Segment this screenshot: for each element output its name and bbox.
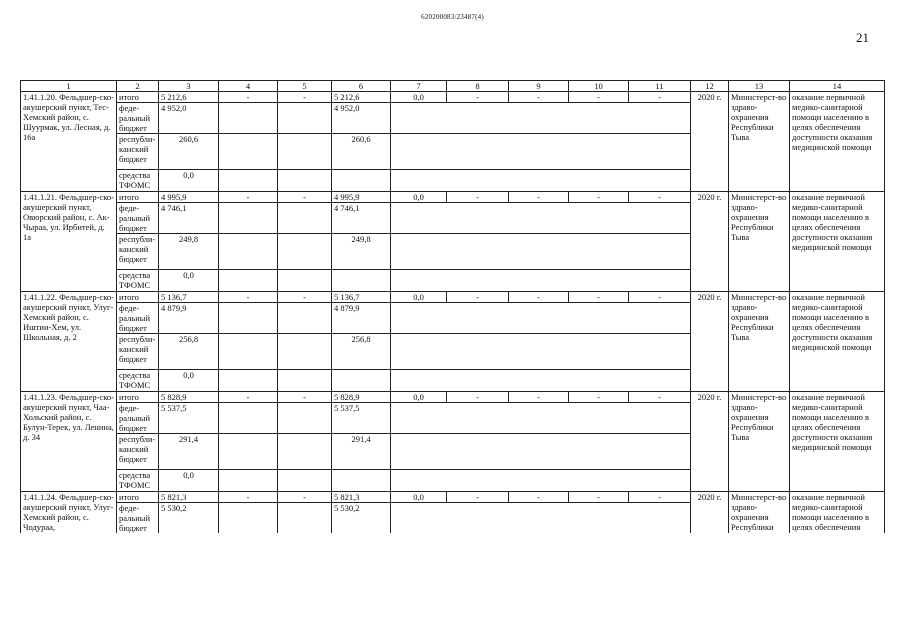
empty-cell	[278, 134, 332, 170]
value-col4: -	[219, 492, 278, 503]
purpose: оказание первичной медико-санитарной помощи населению в целях обеспечения доступности оказания медицинской помощи	[790, 392, 885, 492]
column-number: 1	[21, 81, 117, 92]
empty-cell	[278, 170, 332, 192]
source-label: феде-ральный бюджет	[117, 303, 159, 334]
value-col7: 0,0	[391, 392, 447, 403]
value-col4: -	[219, 192, 278, 203]
source-label: итого	[117, 292, 159, 303]
empty-cell	[332, 370, 391, 392]
column-number: 12	[691, 81, 729, 92]
value-col10: -	[569, 392, 629, 403]
source-label: итого	[117, 392, 159, 403]
source-label: феде-ральный бюджет	[117, 203, 159, 234]
source-label: итого	[117, 192, 159, 203]
column-number: 14	[790, 81, 885, 92]
republic-col6: 291,4	[332, 434, 391, 470]
document-id: 620200083/23487(4)	[421, 13, 484, 21]
total-value: 4 995,9	[159, 192, 219, 203]
federal-col6: 5 530,2	[332, 503, 391, 534]
year: 2020 г.	[691, 392, 729, 492]
value-col4: -	[219, 392, 278, 403]
object-name: 1.41.1.23. Фельдшер-ско-акушерский пункт, Чаа-Хольский район, с. Булун-Терек, ул. Ленина, д. 34	[21, 392, 117, 492]
empty-cell	[391, 334, 691, 370]
column-number: 9	[509, 81, 569, 92]
value-col11: -	[629, 392, 691, 403]
empty-cell	[278, 203, 332, 234]
empty-cell	[219, 434, 278, 470]
republic-col6: 256,8	[332, 334, 391, 370]
republic-value: 249,8	[159, 234, 219, 270]
column-number: 7	[391, 81, 447, 92]
year: 2020 г.	[691, 192, 729, 292]
empty-cell	[278, 503, 332, 534]
empty-cell	[278, 434, 332, 470]
column-number: 8	[447, 81, 509, 92]
value-col8: -	[447, 292, 509, 303]
value-col6: 4 995,9	[332, 192, 391, 203]
empty-cell	[391, 370, 691, 392]
value-col9: -	[509, 492, 569, 503]
purpose: оказание первичной медико-санитарной помощи населению в целях обеспечения	[790, 492, 885, 534]
object-name: 1.41.1.21. Фельдшер-ско-акушерский пункт, Овюрский район, с. Ак-Чыраа, ул. Ирбитей, д. 1а	[21, 192, 117, 292]
empty-cell	[219, 303, 278, 334]
tfoms-value: 0,0	[159, 270, 219, 292]
value-col5: -	[278, 292, 332, 303]
year: 2020 г.	[691, 292, 729, 392]
agency: Министерст-во здраво-охранения Республики Тыва	[729, 292, 790, 392]
source-label: республи-канский бюджет	[117, 134, 159, 170]
agency: Министерст-во здраво-охранения Республики	[729, 492, 790, 534]
source-label: республи-канский бюджет	[117, 434, 159, 470]
value-col6: 5 821,3	[332, 492, 391, 503]
source-label: феде-ральный бюджет	[117, 503, 159, 534]
empty-cell	[219, 103, 278, 134]
value-col6: 5 828,9	[332, 392, 391, 403]
value-col10: -	[569, 492, 629, 503]
source-label: феде-ральный бюджет	[117, 403, 159, 434]
empty-cell	[278, 103, 332, 134]
value-col11: -	[629, 192, 691, 203]
value-col4: -	[219, 92, 278, 103]
value-col8: -	[447, 392, 509, 403]
value-col10: -	[569, 192, 629, 203]
empty-cell	[391, 134, 691, 170]
empty-cell	[278, 470, 332, 492]
year: 2020 г.	[691, 492, 729, 534]
purpose: оказание первичной медико-санитарной помощи населению в целях обеспечения доступности оказания медицинской помощи	[790, 292, 885, 392]
value-col5: -	[278, 492, 332, 503]
tfoms-value: 0,0	[159, 370, 219, 392]
column-number: 13	[729, 81, 790, 92]
federal-value: 5 537,5	[159, 403, 219, 434]
value-col6: 5 212,6	[332, 92, 391, 103]
source-label: средства ТФОМС	[117, 170, 159, 192]
federal-col6: 4 879,9	[332, 303, 391, 334]
empty-cell	[391, 270, 691, 292]
value-col10: -	[569, 92, 629, 103]
total-value: 5 821,3	[159, 492, 219, 503]
empty-cell	[278, 303, 332, 334]
value-col9: -	[509, 292, 569, 303]
federal-value: 4 952,0	[159, 103, 219, 134]
republic-col6: 249,8	[332, 234, 391, 270]
value-col4: -	[219, 292, 278, 303]
federal-col6: 4 952,0	[332, 103, 391, 134]
empty-cell	[332, 270, 391, 292]
table-row	[21, 292, 885, 303]
budget-table	[20, 80, 885, 533]
empty-cell	[219, 370, 278, 392]
federal-value: 5 530,2	[159, 503, 219, 534]
empty-cell	[219, 403, 278, 434]
value-col9: -	[509, 92, 569, 103]
column-number: 5	[278, 81, 332, 92]
total-value: 5 136,7	[159, 292, 219, 303]
total-value: 5 828,9	[159, 392, 219, 403]
empty-cell	[219, 334, 278, 370]
value-col11: -	[629, 92, 691, 103]
value-col7: 0,0	[391, 192, 447, 203]
object-name: 1.41.1.24. Фельдшер-ско-акушерский пункт, Улуг-Хемский район, с. Чодураа,	[21, 492, 117, 534]
object-name: 1.41.1.20. Фельдшер-ско-акушерский пункт, Тес-Хемский район, с. Шуурмак, ул. Лесная, д. 16а	[21, 92, 117, 192]
value-col7: 0,0	[391, 492, 447, 503]
republic-value: 260,6	[159, 134, 219, 170]
empty-cell	[391, 234, 691, 270]
federal-col6: 5 537,5	[332, 403, 391, 434]
empty-cell	[278, 334, 332, 370]
empty-cell	[391, 434, 691, 470]
column-number: 6	[332, 81, 391, 92]
year: 2020 г.	[691, 92, 729, 192]
federal-value: 4 746,1	[159, 203, 219, 234]
agency: Министерст-во здраво-охранения Республики Тыва	[729, 192, 790, 292]
empty-cell	[391, 403, 691, 434]
empty-cell	[278, 370, 332, 392]
total-value: 5 212,6	[159, 92, 219, 103]
value-col11: -	[629, 292, 691, 303]
value-col8: -	[447, 92, 509, 103]
empty-cell	[219, 134, 278, 170]
federal-value: 4 879,9	[159, 303, 219, 334]
empty-cell	[278, 234, 332, 270]
tfoms-value: 0,0	[159, 170, 219, 192]
value-col8: -	[447, 192, 509, 203]
federal-col6: 4 746,1	[332, 203, 391, 234]
value-col7: 0,0	[391, 92, 447, 103]
value-col9: -	[509, 392, 569, 403]
empty-cell	[391, 503, 691, 534]
agency: Министерст-во здраво-охранения Республики Тыва	[729, 92, 790, 192]
table-row	[21, 492, 885, 503]
republic-value: 256,8	[159, 334, 219, 370]
tfoms-value: 0,0	[159, 470, 219, 492]
value-col5: -	[278, 192, 332, 203]
table-row	[21, 192, 885, 203]
empty-cell	[391, 203, 691, 234]
table-row	[21, 392, 885, 403]
source-label: средства ТФОМС	[117, 470, 159, 492]
value-col10: -	[569, 292, 629, 303]
agency: Министерст-во здраво-охранения Республики Тыва	[729, 392, 790, 492]
source-label: итого	[117, 492, 159, 503]
page-number: 21	[856, 30, 869, 45]
column-number: 3	[159, 81, 219, 92]
empty-cell	[332, 470, 391, 492]
empty-cell	[219, 203, 278, 234]
empty-cell	[219, 270, 278, 292]
empty-cell	[219, 503, 278, 534]
value-col8: -	[447, 492, 509, 503]
empty-cell	[391, 103, 691, 134]
column-number: 11	[629, 81, 691, 92]
source-label: республи-канский бюджет	[117, 234, 159, 270]
empty-cell	[391, 470, 691, 492]
source-label: средства ТФОМС	[117, 270, 159, 292]
purpose: оказание первичной медико-санитарной помощи населению в целях обеспечения доступности оказания медицинской помощи	[790, 192, 885, 292]
republic-value: 291,4	[159, 434, 219, 470]
column-number: 4	[219, 81, 278, 92]
empty-cell	[278, 403, 332, 434]
empty-cell	[219, 234, 278, 270]
value-col9: -	[509, 192, 569, 203]
republic-col6: 260,6	[332, 134, 391, 170]
empty-cell	[219, 170, 278, 192]
source-label: итого	[117, 92, 159, 103]
value-col5: -	[278, 392, 332, 403]
source-label: средства ТФОМС	[117, 370, 159, 392]
table-row	[21, 92, 885, 103]
source-label: феде-ральный бюджет	[117, 103, 159, 134]
value-col11: -	[629, 492, 691, 503]
empty-cell	[391, 303, 691, 334]
purpose: оказание первичной медико-санитарной помощи населению в целях обеспечения доступности оказания медицинской помощи	[790, 92, 885, 192]
source-label: республи-канский бюджет	[117, 334, 159, 370]
value-col5: -	[278, 92, 332, 103]
empty-cell	[219, 470, 278, 492]
object-name: 1.41.1.22. Фельдшер-ско-акушерский пункт, Улуг-Хемский район, с. Иштии-Хем, ул. Школьная, д. 2	[21, 292, 117, 392]
empty-cell	[332, 170, 391, 192]
empty-cell	[278, 270, 332, 292]
empty-cell	[391, 170, 691, 192]
column-number: 10	[569, 81, 629, 92]
column-number-row	[21, 81, 885, 92]
value-col7: 0,0	[391, 292, 447, 303]
value-col6: 5 136,7	[332, 292, 391, 303]
column-number: 2	[117, 81, 159, 92]
